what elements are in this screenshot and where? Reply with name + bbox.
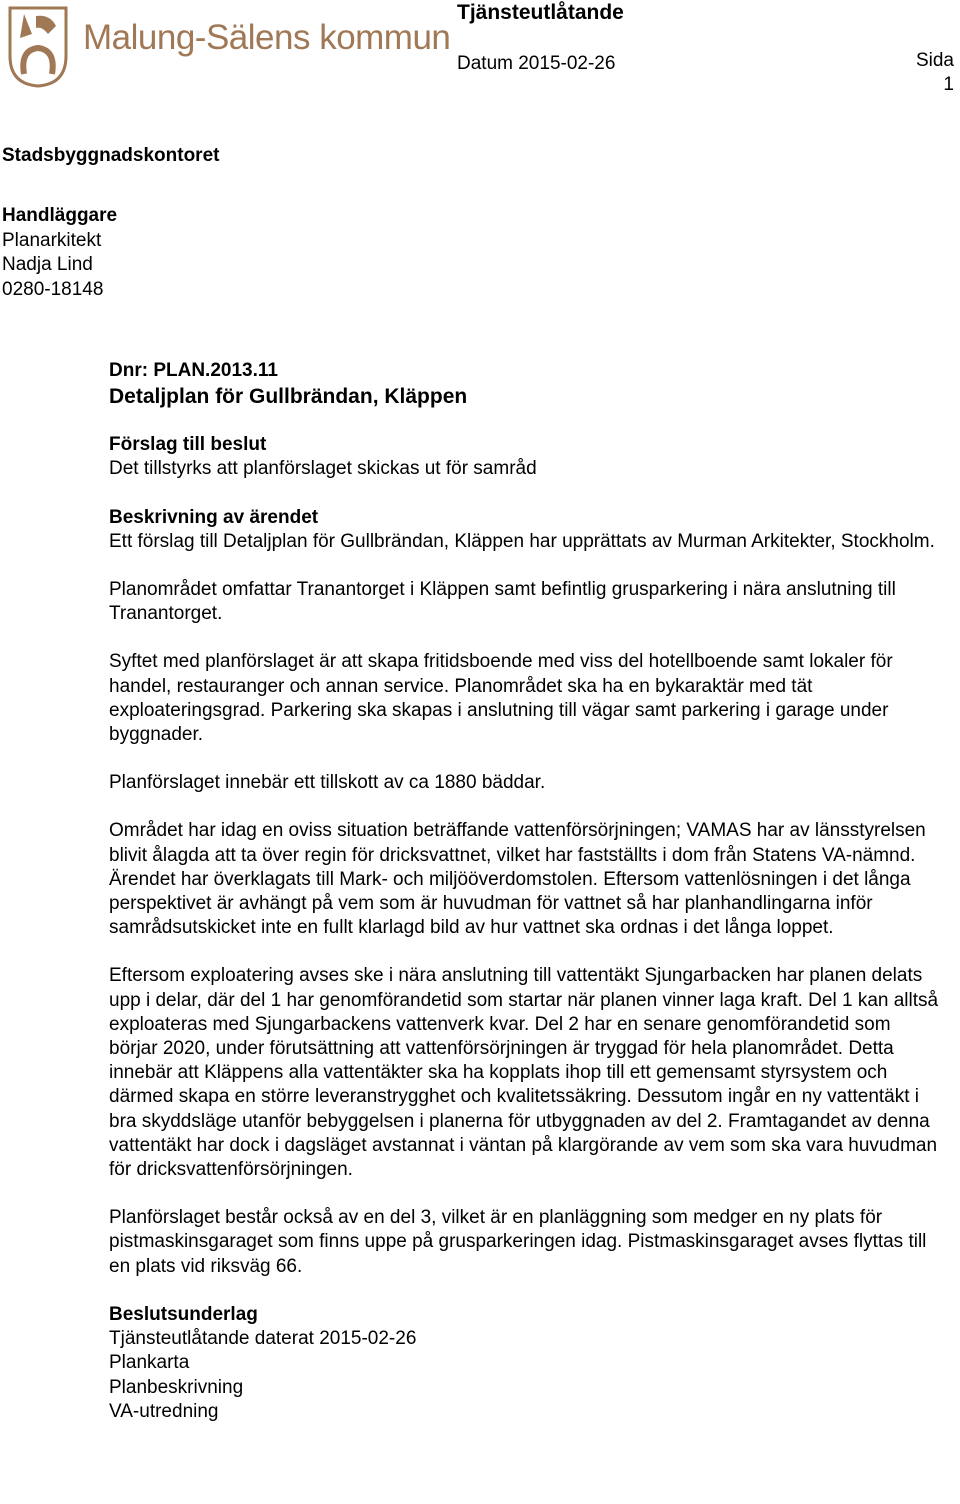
horseshoe-crest-icon xyxy=(6,4,70,88)
handler-phone: 0280-18148 xyxy=(2,278,104,300)
document-type: Tjänsteutlåtande xyxy=(457,1,624,24)
page-label: Sida xyxy=(915,50,954,71)
page-number: 1 xyxy=(943,74,954,95)
document-body xyxy=(109,359,939,1424)
description-paragraph: Syftet med planförslaget är att skapa fritidsboende med viss del hotellboende samt lokaler för handel, restauranger och annan service. Planområdet ska ha en bykaraktär med tät exploateringsgrad. Parkering ska skapas i anslutning till vägar samt parkering i garage under byggnader. xyxy=(109,651,893,746)
municipality-logo xyxy=(6,4,451,90)
case-number: Dnr: PLAN.2013.11 xyxy=(109,360,278,381)
handler-heading: Handläggare xyxy=(2,205,118,226)
logo-text: Malung-Sälens kommun xyxy=(83,18,451,57)
handler-name: Nadja Lind xyxy=(2,254,93,275)
description-paragraph: Planområdet omfattar Tranantorget i Kläppen samt befintlig grusparkering i nära anslutning till Tranantorget. xyxy=(109,579,896,625)
description-paragraph: Ett förslag till Detaljplan för Gullbrändan, Kläppen har upprättats av Murman Arkitekter, Stockholm. xyxy=(109,530,935,552)
description-paragraph: Planförslaget består också av en del 3, vilket är en planläggning som medger en ny plats för pistmaskinsgaraget som finns uppe på grusparkeringen idag. Pistmaskinsgaraget avses flyttas till en plats vid riksväg 66. xyxy=(109,1207,927,1277)
basis-heading: Beslutsunderlag xyxy=(109,1303,258,1325)
basis-item: Plankarta xyxy=(109,1352,190,1374)
page-indicator xyxy=(916,49,954,97)
basis-item: Tjänsteutlåtande daterat 2015-02-26 xyxy=(109,1328,417,1350)
basis-item: VA-utredning xyxy=(109,1400,219,1422)
description-paragraph: Området har idag en oviss situation beträffande vattenförsörjningen; VAMAS har av länsstyrelsen blivit ålagda att ta över regin för dricksvattnet, vilket har fastställts i dom från Statens VA-nämnd. Ärendet har överklagats till Mark- och miljööverdomstolen. Eftersom vattenlösningen i det långa perspektivet är avhängt på vem som är huvudman för vattnet så har planhandlingarna inför samrådsutskicket inte en fullt klarlagd bild av hur vattnet ska ordnas i det långa loppet. xyxy=(109,820,926,939)
description-paragraph: Eftersom exploatering avses ske i nära anslutning till vattentäkt Sjungarbacken har planen delats upp i delar, där del 1 har genomförandetid som startar när planen vinner laga kraft. Del 1 kan alltså exploateras med Sjungarbackens vattenverk kvar. Del 2 har en senare genomförandetid som börjar 2020, under förutsättning att vattenförsörjningen är tryggad för hela planområdet. Detta innebär att Kläppens alla vattentäkter ska ha kopplats ihop till ett gemensamt styrsystem och därmed skapa en större leveranstrygghet och kvalitetssäkring. Dessutom ingår en ny vattentäkt i bra skyddsläge utanför bebyggelsen i planerna för utbyggnaden av del 2. Framtagandet av denna vattentäkt har dock i dagsläget avstannat i väntan på klargörande av vem som ska vara huvudman för dricksvattenförsörjningen. xyxy=(109,965,939,1181)
description-paragraph: Planförslaget innebär ett tillskott av ca 1880 bäddar. xyxy=(109,772,546,794)
proposal-text: Det tillstyrks att planförslaget skickas ut för samråd xyxy=(109,458,537,480)
case-title: Detaljplan för Gullbrändan, Kläppen xyxy=(109,385,468,409)
proposal-heading: Förslag till beslut xyxy=(109,434,267,456)
basis-item: Planbeskrivning xyxy=(109,1376,244,1398)
document-date: Datum 2015-02-26 xyxy=(457,53,616,74)
handler-role: Planarkitekt xyxy=(2,229,102,251)
department-name: Stadsbyggnadskontoret xyxy=(2,145,220,166)
description-heading: Beskrivning av ärendet xyxy=(109,506,319,528)
handler-block xyxy=(2,204,117,302)
